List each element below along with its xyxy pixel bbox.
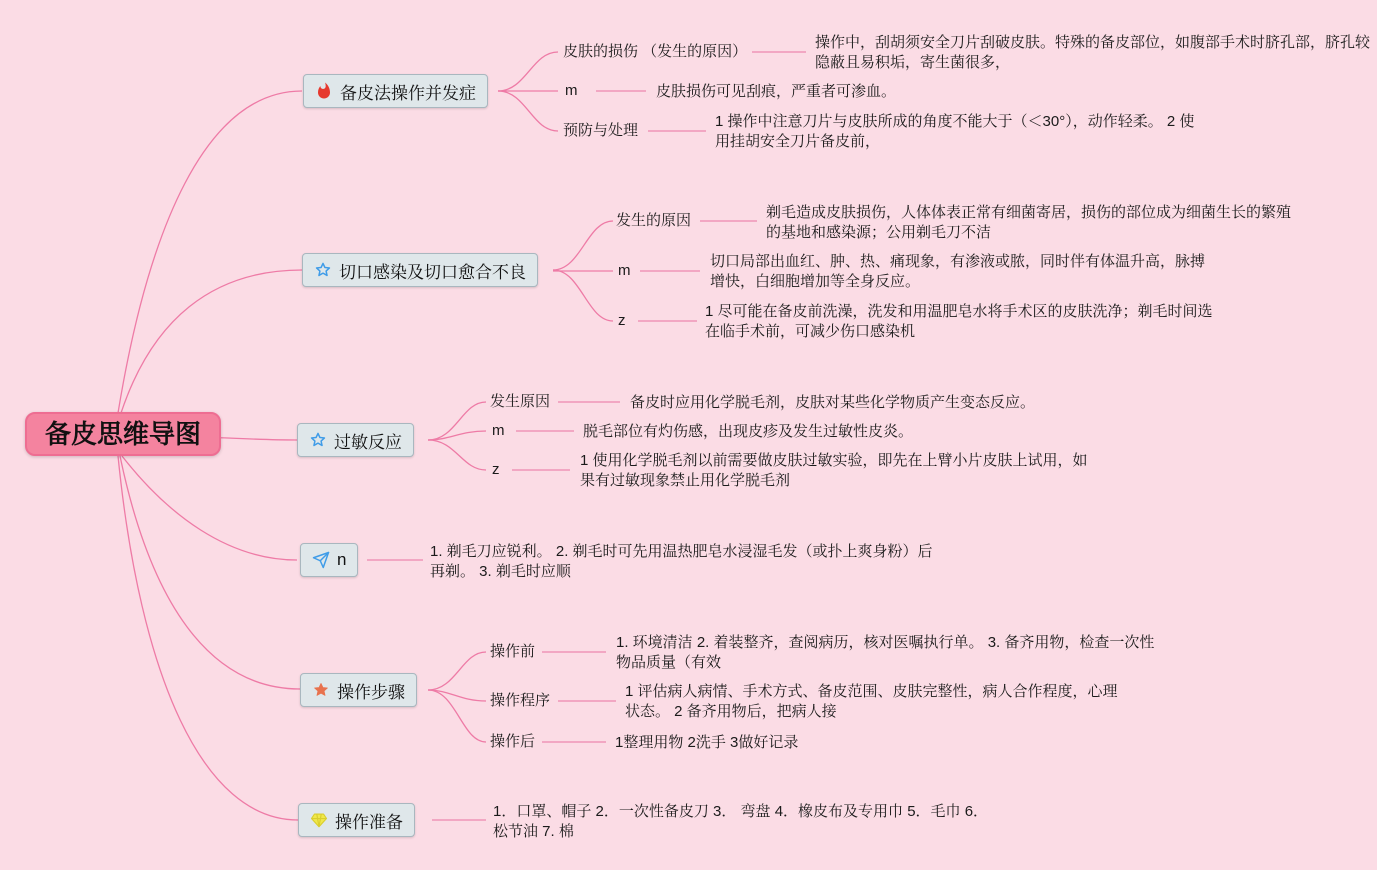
branch-topic-complications[interactable] [303, 74, 488, 108]
subtopic-after-operation[interactable]: 操作后 [490, 733, 536, 750]
branch-topic-preparation[interactable] [298, 803, 415, 837]
detail-before-operation[interactable]: 1. 环境清洁 2. 着装整齐，查阅病历，核对医嘱执行单。 3. 备齐用物，检查一次性物品质量（有效 [616, 634, 1155, 671]
subtopic-before-operation[interactable]: 操作前 [490, 643, 536, 660]
subtopic-prevention[interactable]: 预防与处理 [563, 122, 639, 139]
subtopic-cause2[interactable]: 发生的原因 [616, 212, 692, 229]
connector-branch4-child0 [428, 652, 486, 690]
detail-shaving-tips[interactable]: 1. 剃毛刀应锐利。 2. 剃毛时可先用温热肥皂水浸湿毛发（或扑上爽身粉）后再剃。 3. 剃毛时应顺 [430, 543, 933, 580]
detail-prevention[interactable]: 1 操作中注意刀片与皮肤所成的角度不能大于（＜30°），动作轻柔。 2 使用挂胡安全刀片备皮前， [715, 113, 1195, 150]
star-outline-icon [309, 431, 327, 449]
detail-m3[interactable]: 脱毛部位有灼伤感，出现皮疹及发生过敏性皮炎。 [583, 423, 914, 440]
connector-branch0-child2 [498, 91, 558, 131]
detail-m2[interactable]: 切口局部出血红、肿、热、痛现象，有渗液或脓，同时伴有体温升高，脉搏增快，白细胞增加等全身反应。 [710, 253, 1206, 290]
detail-after-operation[interactable]: 1整理用物 2洗手 3做好记录 [615, 734, 799, 751]
connector-root-branch-0 [118, 91, 302, 413]
connector-branch0-child0 [498, 52, 558, 91]
gem-icon [310, 811, 328, 829]
connector-root-branch-3 [122, 456, 297, 560]
subtopic-skin-injury[interactable]: 皮肤的损伤 （发生的原因） [563, 43, 748, 60]
branch-topic-label: n [337, 550, 347, 569]
paper-plane-icon [312, 551, 330, 569]
subtopic-z3[interactable]: z [492, 461, 500, 478]
flame-icon [315, 82, 333, 100]
detail-m1[interactable]: 皮肤损伤可见刮痕，严重者可渗血。 [656, 83, 897, 100]
detail-cause2[interactable]: 剃毛造成皮肤损伤，人体体表正常有细菌寄居，损伤的部位成为细菌生长的繁殖的基地和感染源；公用剃毛刀不洁 [766, 204, 1292, 241]
connector-root-branch-4 [120, 456, 300, 689]
detail-z3[interactable]: 1 使用化学脱毛剂以前需要做皮肤过敏实验，即先在上臂小片皮肤上试用，如果有过敏现象禁止用化学脱毛剂 [580, 452, 1088, 489]
detail-cause3[interactable]: 备皮时应用化学脱毛剂，皮肤对某些化学物质产生变态反应。 [630, 394, 1036, 411]
detail-skin-injury[interactable]: 操作中，刮胡须安全刀片刮破皮肤。特殊的备皮部位，如腹部手术时脐孔部，脐孔较隐蔽且易积垢，寄生菌很多， [815, 34, 1371, 71]
subtopic-m2[interactable]: m [618, 262, 631, 279]
connector-branch1-child0 [553, 221, 613, 270]
branch-topic-label: 操作准备 [335, 812, 403, 832]
branch-topic-procedure-steps[interactable] [300, 673, 417, 707]
branch-topic-label: 备皮法操作并发症 [340, 83, 476, 103]
detail-preparation-items[interactable]: 1．口罩、帽子 2．一次性备皮刀 3． 弯盘 4．橡皮布及专用巾 5．毛巾 6．松节油 7. 棉 [493, 803, 989, 840]
branch-topic-n[interactable] [300, 543, 358, 577]
subtopic-m3[interactable]: m [492, 422, 505, 439]
connector-branch1-child2 [553, 270, 613, 321]
connector-root-branch-5 [118, 456, 298, 820]
connector-branch2-child0 [428, 402, 486, 440]
subtopic-m1[interactable]: m [565, 82, 578, 99]
branch-topic-label: 操作步骤 [337, 682, 405, 702]
branch-topic-label: 过敏反应 [334, 432, 402, 452]
branch-topic-incision-infection[interactable] [302, 253, 538, 287]
branch-topic-label: 切口感染及切口愈合不良 [339, 262, 526, 282]
subtopic-z2[interactable]: z [618, 312, 626, 329]
branch-topic-allergy[interactable] [297, 423, 414, 457]
detail-operation-procedure[interactable]: 1 评估病人病情、手术方式、备皮范围、皮肤完整性，病人合作程度，心理状态。 2 备齐用物后，把病人接 [625, 683, 1118, 720]
star-filled-icon [312, 681, 330, 699]
subtopic-operation-procedure[interactable]: 操作程序 [490, 692, 551, 709]
connector-root-branch-1 [121, 270, 302, 413]
star-outline-icon [314, 261, 332, 279]
connector-branch4-child2 [428, 690, 486, 742]
root-topic[interactable]: 备皮思维导图 [25, 412, 221, 456]
subtopic-cause3[interactable]: 发生原因 [490, 393, 551, 410]
detail-z2[interactable]: 1 尽可能在备皮前洗澡，洗发和用温肥皂水将手术区的皮肤洗净；剃毛时间选在临手术前，可减少伤口感染机 [705, 303, 1213, 340]
connector-branch2-child2 [428, 440, 486, 470]
